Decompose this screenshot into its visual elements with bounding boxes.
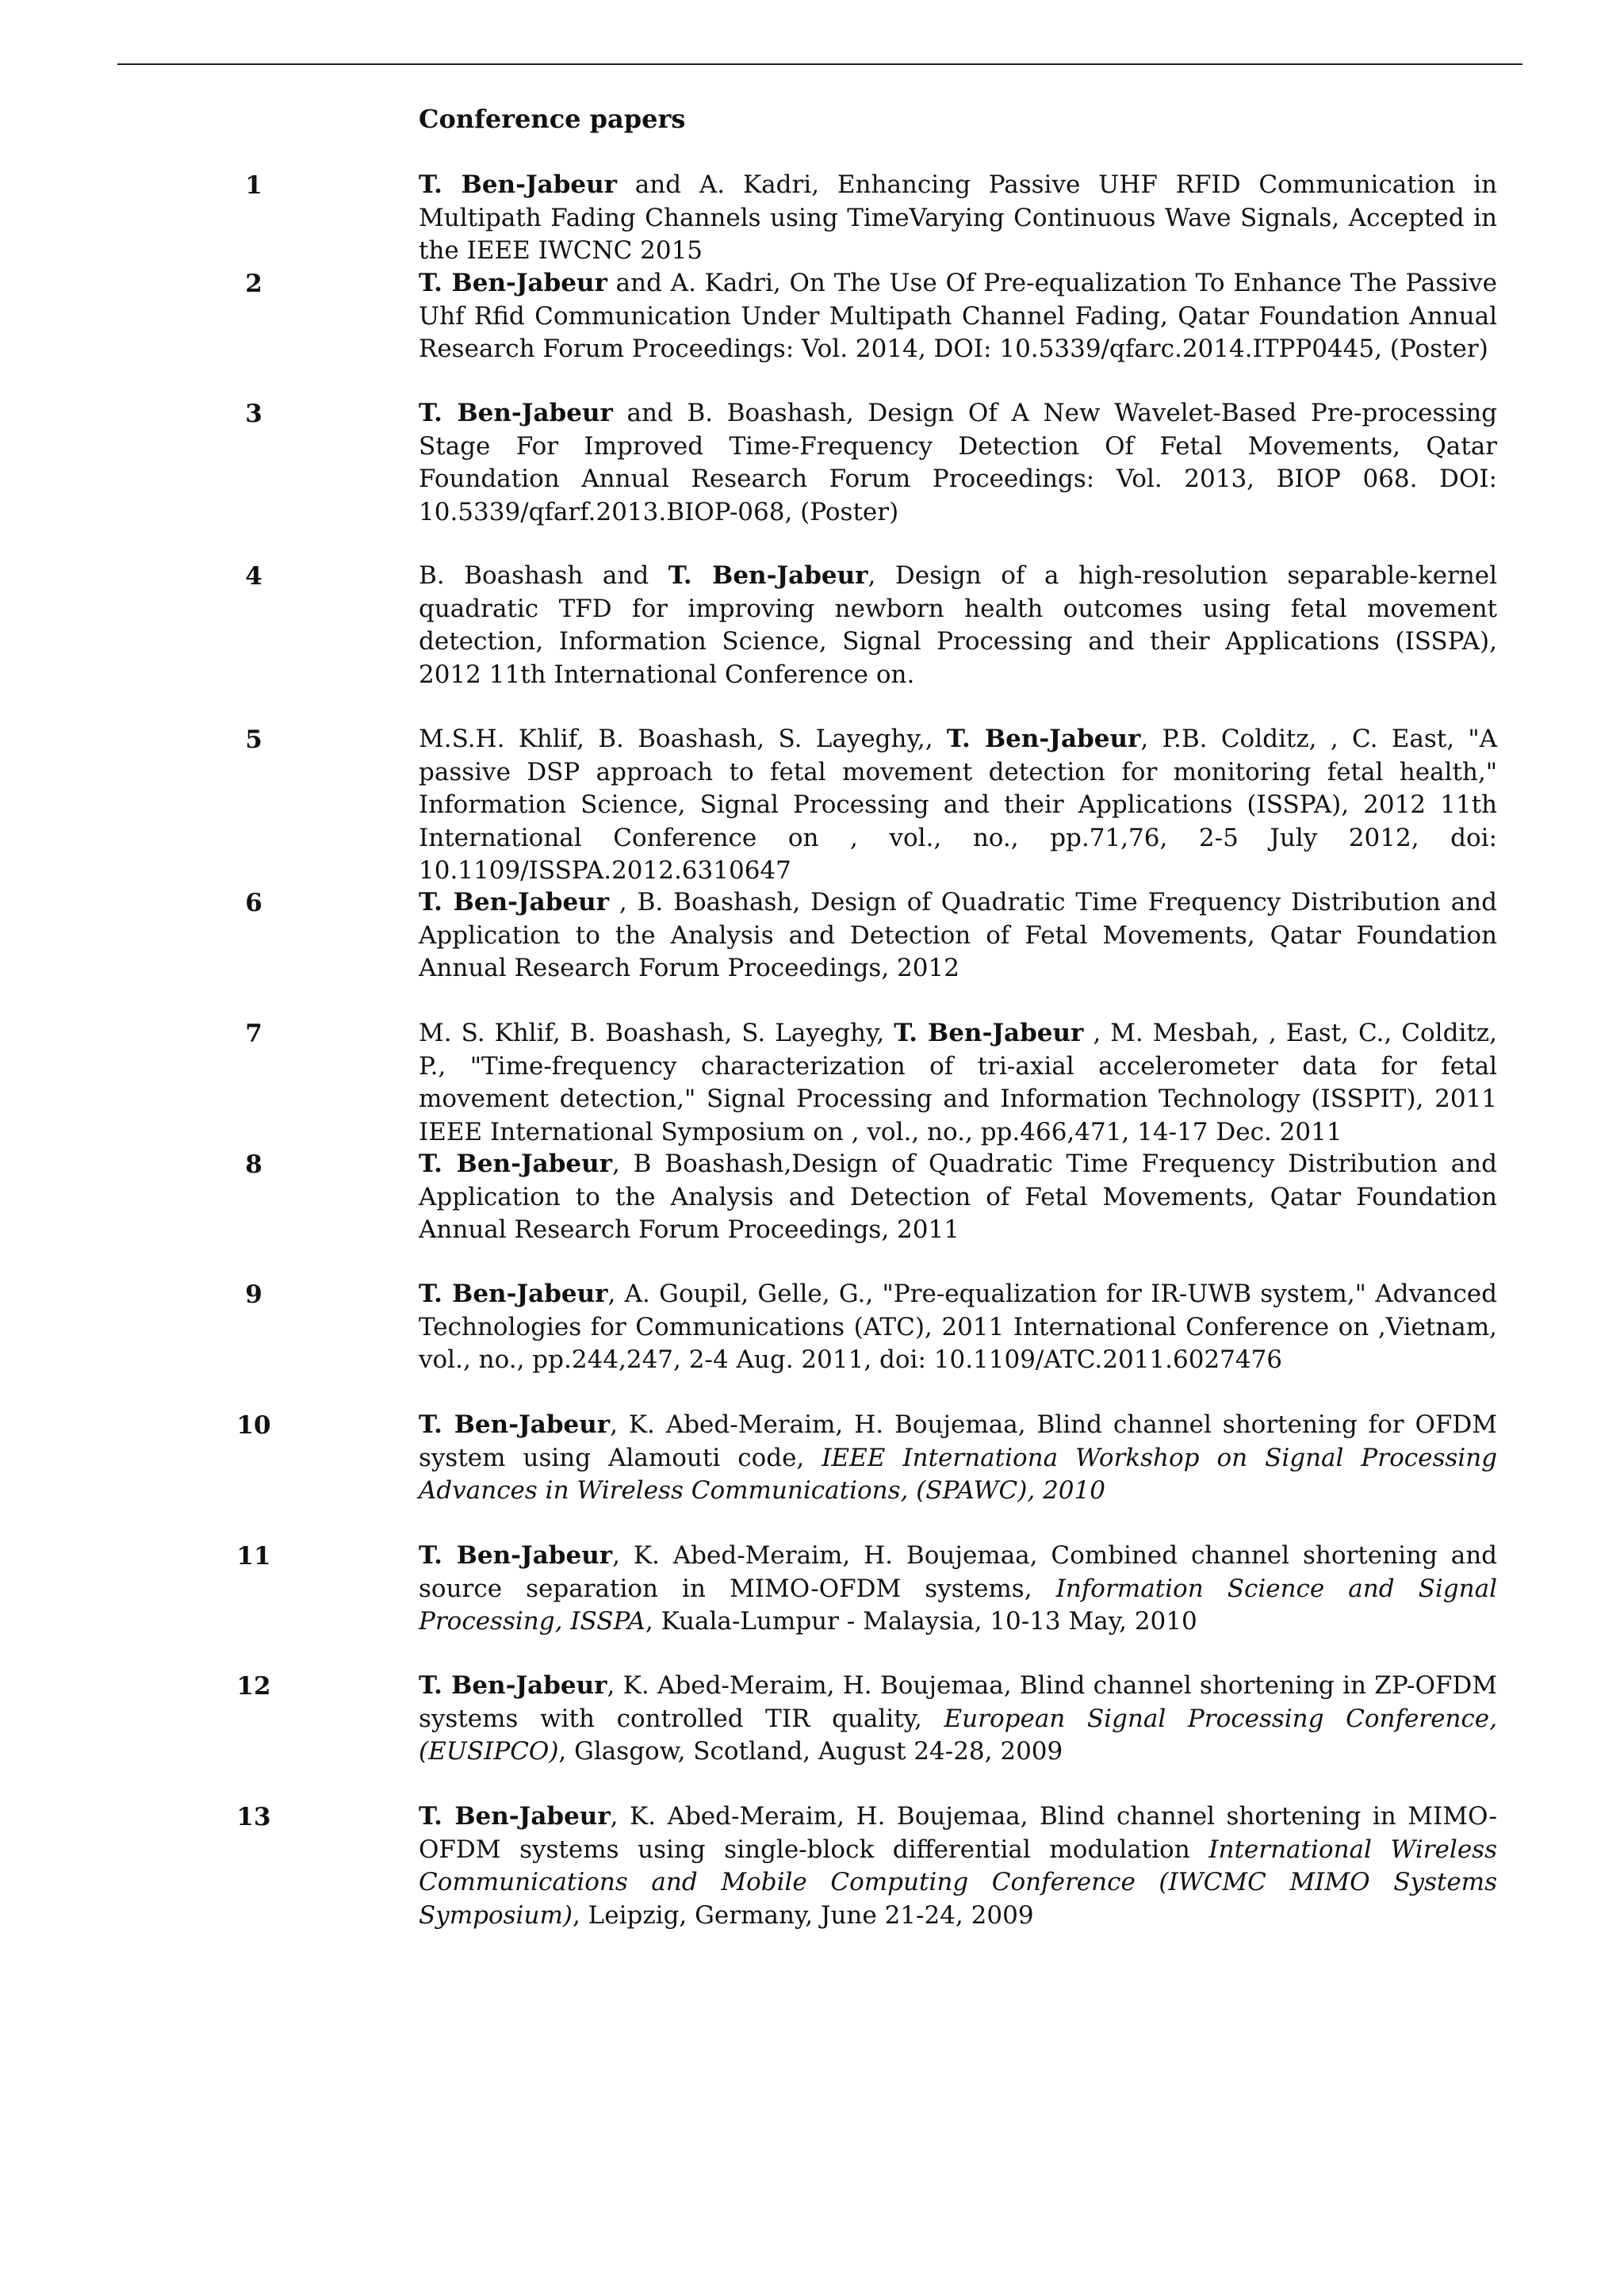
entry-number: 13 — [236, 1803, 271, 1831]
entry-citation — [419, 886, 1497, 985]
citation-text: , K. Abed-Meraim, H. Boujemaa, Blind channel shortening for OFDM system using Alamouti code, — [419, 1410, 1497, 1472]
citation-text: , Glasgow, Scotland, August 24-28, 2009 — [558, 1737, 1063, 1766]
author-highlight: T. Ben-Jabeur — [668, 561, 868, 590]
entry-number: 11 — [236, 1542, 271, 1571]
author-highlight: T. Ben-Jabeur — [419, 1541, 613, 1570]
entry-number: 3 — [245, 400, 262, 428]
citation-text: M.S.H. Khlif, B. Boashash, S. Layeghy,, — [419, 725, 947, 753]
citation-text: , B. Boashash, Design of Quadratic Time Frequency Distribution and Application to the Analysis and Detection of Fetal Movements, Qatar Foundation Annual Research Forum Proceedings, 2012 — [419, 888, 1497, 982]
author-highlight: T. Ben-Jabeur — [419, 269, 607, 297]
author-highlight: T. Ben-Jabeur — [419, 1150, 612, 1178]
entry-citation — [419, 169, 1497, 268]
entry-citation — [419, 723, 1497, 888]
venue-title: IEEE Internationa Workshop on Signal Processing Advances in Wireless Communications, (SPAWC), 2010 — [419, 1443, 1497, 1505]
venue-title: Information Science and Signal Processing, ISSPA — [419, 1574, 1497, 1636]
entry-citation — [419, 1278, 1497, 1377]
citation-text: , K. Abed-Meraim, H. Boujemaa, Blind channel shortening in ZP-OFDM systems with controlled TIR quality, — [419, 1671, 1497, 1733]
citation-text: , K. Abed-Meraim, H. Boujemaa, Combined channel shortening and source separation in MIMO-OFDM systems, — [419, 1541, 1497, 1603]
entry-citation — [419, 1148, 1497, 1247]
citation-text: , B Boashash,Design of Quadratic Time Frequency Distribution and Application to the Analysis and Detection of Fetal Movements, Qatar Foundation Annual Research Forum Proceedings, 2011 — [419, 1150, 1497, 1244]
citation-text: and A. Kadri, On The Use Of Pre-equalization To Enhance The Passive Uhf Rfid Communication Under Multipath Channel Fading, Qatar Foundation Annual Research Forum Proceedings: Vol. 2014, DOI: 10.5339/qfarc.2014.ITPP0445, (Poster) — [419, 269, 1497, 363]
author-highlight: T. Ben-Jabeur — [419, 170, 617, 199]
citation-text: , Leipzig, Germany, June 21-24, 2009 — [572, 1900, 1034, 1930]
citation-text: , Design of a high-resolution separable-kernel quadratic TFD for improving newborn health outcomes using fetal movement detection, Information Science, Signal Processing and their Applications (ISSPA), 2012 11th International Conference on. — [419, 561, 1497, 689]
citation-text: M. S. Khlif, B. Boashash, S. Layeghy, — [419, 1019, 894, 1047]
author-highlight: T. Ben-Jabeur — [419, 1410, 611, 1439]
entry-citation — [419, 267, 1497, 366]
venue-title: International Wireless Communications and Mobile Computing Conference (IWCMC MIMO Systems Symposium) — [419, 1835, 1497, 1930]
citation-text: , A. Goupil, Gelle, G., "Pre-equalization for IR-UWB system," Advanced Technologies for Communications (ATC), 2011 International Conference on ,Vietnam, vol., no., pp.244,247, 2-4 Aug. 2011, doi: 10.1109/ATC.2011.6027476 — [419, 1280, 1497, 1374]
citation-text: B. Boashash and — [419, 561, 668, 590]
author-highlight: T. Ben-Jabeur — [419, 1671, 607, 1700]
author-highlight: T. Ben-Jabeur — [419, 888, 610, 916]
entry-number: 6 — [245, 889, 262, 917]
author-highlight: T. Ben-Jabeur — [419, 1802, 611, 1831]
venue-title: European Signal Processing Conference, (EUSIPCO) — [419, 1704, 1497, 1766]
author-highlight: T. Ben-Jabeur — [419, 399, 613, 427]
entry-number: 7 — [245, 1020, 262, 1048]
entry-citation — [419, 1409, 1497, 1508]
author-highlight: T. Ben-Jabeur — [894, 1019, 1084, 1047]
entry-citation — [419, 1800, 1497, 1932]
entry-number: 4 — [245, 562, 262, 591]
citation-text: , M. Mesbah, , East, C., Colditz, P., "Time-frequency characterization of tri-axial accelerometer data for fetal movement detection," Signal Processing and Information Technology (ISSPIT), 2011 IEEE International Symposium on , vol., no., pp.466,471, 14-17 Dec. 2011 — [419, 1019, 1497, 1146]
citation-text: and A. Kadri, Enhancing Passive UHF RFID Communication in Multipath Fading Channels using TimeVarying Continuous Wave Signals, Accepted in the IEEE IWCNC 2015 — [419, 170, 1497, 265]
entry-number: 5 — [245, 725, 262, 754]
entry-number: 8 — [245, 1150, 262, 1179]
citation-text: , Kuala-Lumpur - Malaysia, 10-13 May, 2010 — [645, 1607, 1197, 1636]
entry-number: 2 — [245, 270, 262, 298]
citation-text: and B. Boashash, Design Of A New Wavelet-Based Pre-processing Stage For Improved Time-Frequency Detection Of Fetal Movements, Qatar Foundation Annual Research Forum Proceedings: Vol. 2013, BIOP 068. DOI: 10.5339/qfarf.2013.BIOP-068, (Poster) — [419, 399, 1497, 526]
citation-text: , K. Abed-Meraim, H. Boujemaa, Blind channel shortening in MIMO-OFDM systems using single-block differential modulation — [419, 1802, 1497, 1864]
entry-citation — [419, 1017, 1497, 1149]
entry-citation — [419, 397, 1497, 529]
entry-number: 1 — [245, 171, 262, 200]
citation-text: , P.B. Colditz, , C. East, "A passive DSP approach to fetal movement detection for monitoring fetal health," Information Science, Signal Processing and their Applications (ISSPA), 2012 11th International Conference on , vol., no., pp.71,76, 2-5 July 2012, doi: 10.1109/ISSPA.2012.6310647 — [419, 725, 1497, 885]
entry-citation — [419, 1540, 1497, 1639]
author-highlight: T. Ben-Jabeur — [946, 725, 1141, 753]
entry-citation — [419, 560, 1497, 691]
entry-citation — [419, 1670, 1497, 1769]
entry-number: 12 — [236, 1672, 271, 1701]
author-highlight: T. Ben-Jabeur — [419, 1280, 608, 1308]
entry-number: 9 — [245, 1280, 262, 1309]
section-heading: Conference papers — [419, 104, 686, 134]
top-rule — [117, 63, 1522, 65]
entry-number: 10 — [236, 1411, 271, 1440]
